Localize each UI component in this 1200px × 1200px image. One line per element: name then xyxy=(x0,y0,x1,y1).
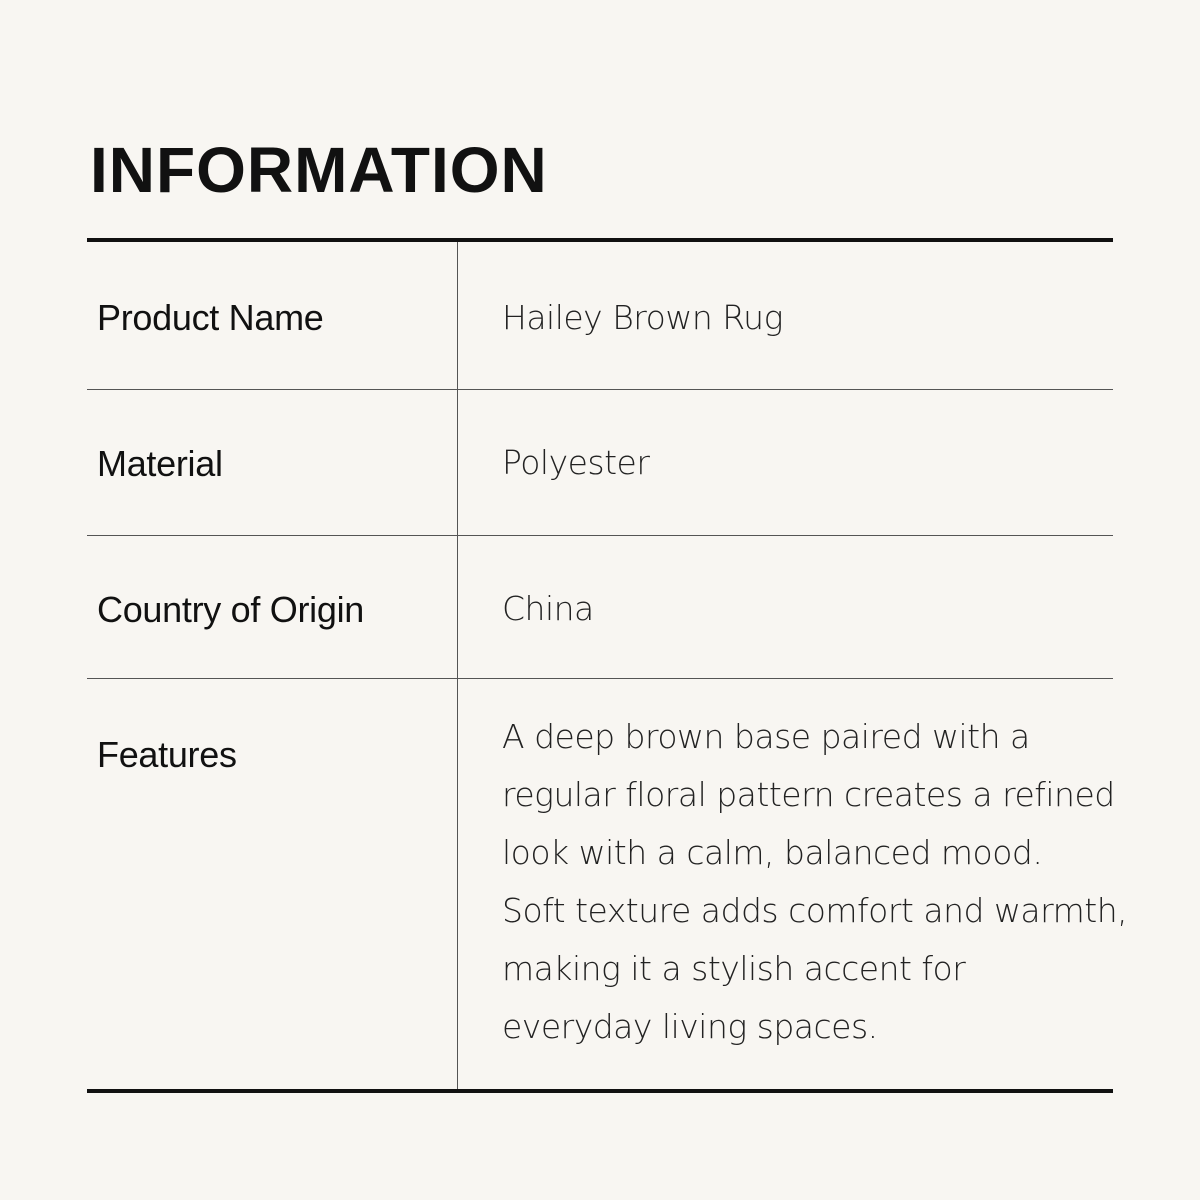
row-value-material: Polyester xyxy=(502,443,650,482)
row-divider xyxy=(87,389,1113,390)
row-label-material: Material xyxy=(97,443,223,484)
row-label-product-name: Product Name xyxy=(97,297,324,338)
row-label-features: Features xyxy=(97,734,237,775)
row-label-country-of-origin: Country of Origin xyxy=(97,589,365,630)
table-top-border xyxy=(87,238,1113,242)
row-value-features: A deep brown base paired with a regular floral pattern creates a refined look with a calm, balanced mood. Soft texture adds comfort and warmth, making it a stylish accent for everyday living spaces. xyxy=(502,717,1128,1046)
row-divider xyxy=(87,535,1113,536)
row-value-product-name: Hailey Brown Rug xyxy=(502,298,783,337)
column-divider xyxy=(457,242,458,1089)
page-title: INFORMATION xyxy=(90,134,548,206)
table-bottom-border xyxy=(87,1089,1113,1093)
row-value-country-of-origin: China xyxy=(502,589,594,628)
row-divider xyxy=(87,678,1113,679)
